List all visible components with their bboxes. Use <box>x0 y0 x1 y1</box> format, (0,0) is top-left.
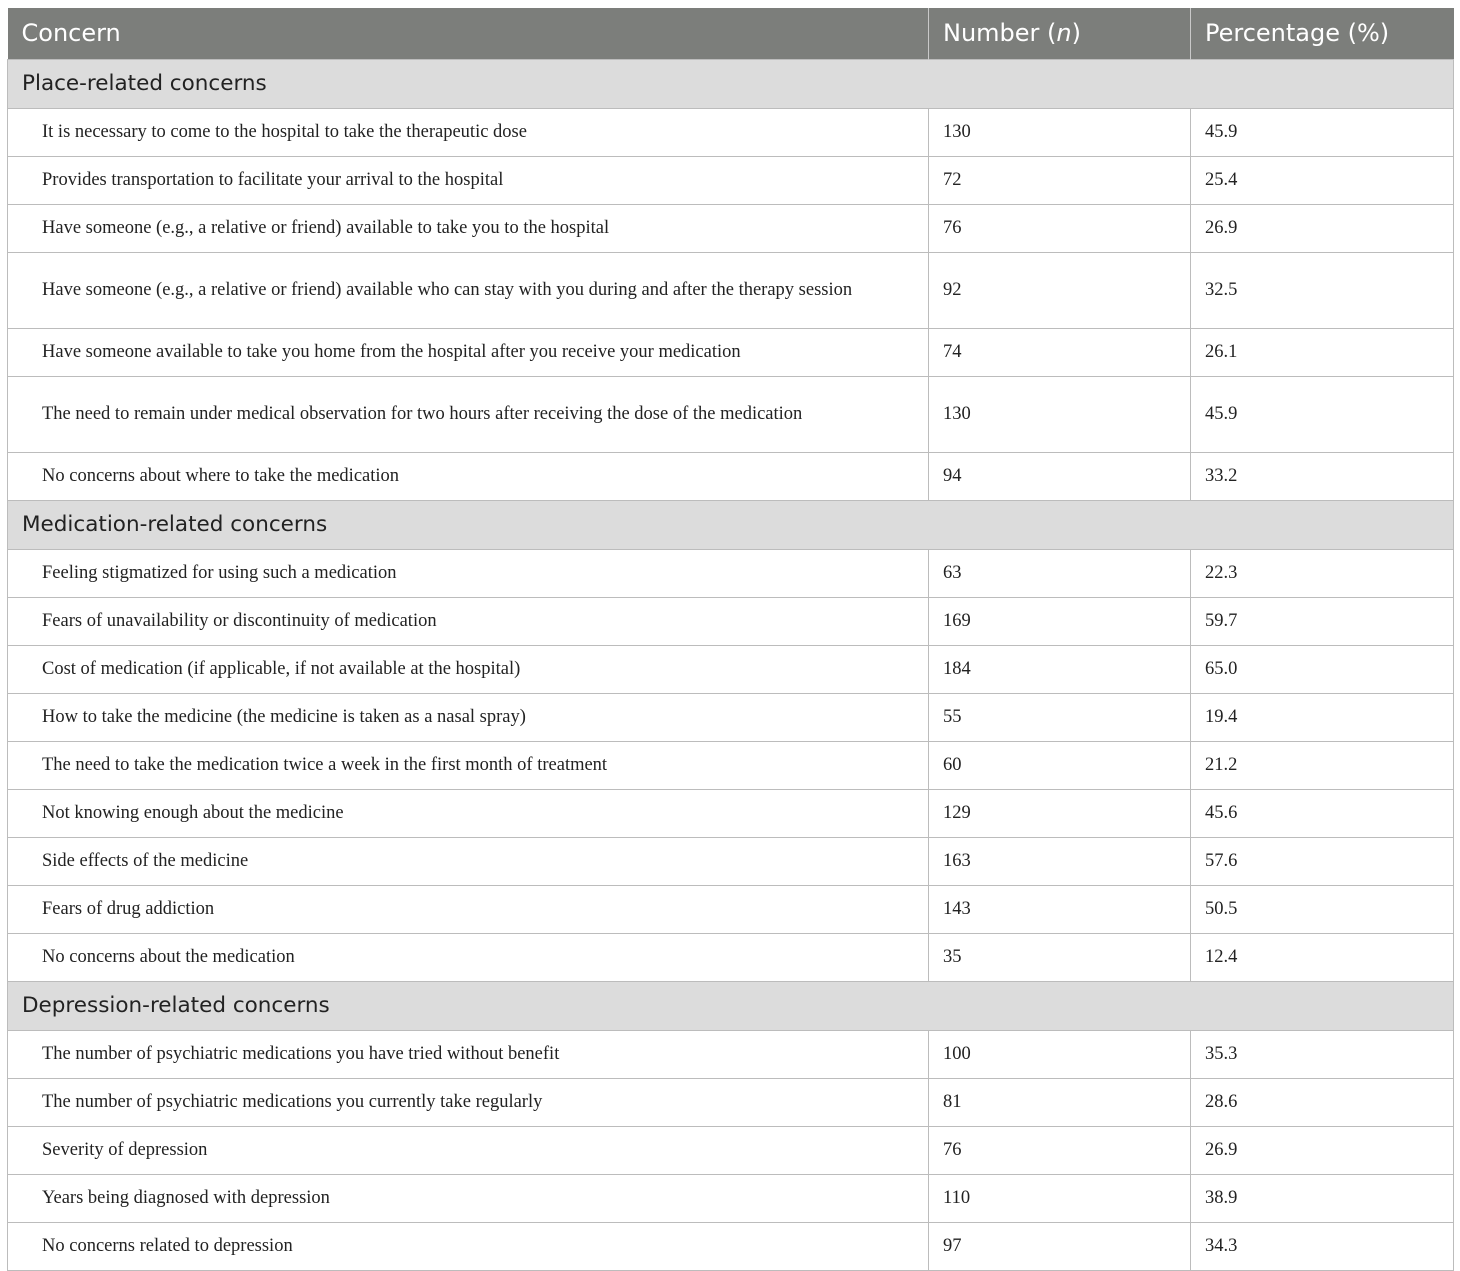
table-row <box>8 328 1454 376</box>
concern-cell: Fears of unavailability or discontinuity of medication <box>8 597 929 645</box>
percentage-cell: 12.4 <box>1191 933 1454 981</box>
concern-cell: Have someone (e.g., a relative or friend) available to take you to the hospital <box>8 204 929 252</box>
number-cell: 94 <box>929 452 1191 500</box>
concern-cell: How to take the medicine (the medicine is taken as a nasal spray) <box>8 693 929 741</box>
table-row <box>8 645 1454 693</box>
percentage-cell: 50.5 <box>1191 885 1454 933</box>
number-cell: 72 <box>929 156 1191 204</box>
table-row <box>8 252 1454 328</box>
section-title: Place-related concerns <box>8 59 1454 108</box>
number-cell: 81 <box>929 1078 1191 1126</box>
table-row <box>8 1030 1454 1078</box>
number-cell: 74 <box>929 328 1191 376</box>
percentage-cell: 35.3 <box>1191 1030 1454 1078</box>
percentage-cell: 26.9 <box>1191 204 1454 252</box>
percentage-cell: 38.9 <box>1191 1174 1454 1222</box>
table-row <box>8 1222 1454 1270</box>
section-header-row <box>8 500 1454 549</box>
percentage-cell: 26.1 <box>1191 328 1454 376</box>
table-row <box>8 156 1454 204</box>
concern-cell: The number of psychiatric medications you currently take regularly <box>8 1078 929 1126</box>
table-row <box>8 108 1454 156</box>
percentage-cell: 34.3 <box>1191 1222 1454 1270</box>
table-row <box>8 549 1454 597</box>
number-cell: 110 <box>929 1174 1191 1222</box>
concern-cell: Years being diagnosed with depression <box>8 1174 929 1222</box>
header-number-prefix: Number ( <box>943 19 1057 48</box>
section-header-row <box>8 59 1454 108</box>
percentage-cell: 22.3 <box>1191 549 1454 597</box>
concern-cell: Cost of medication (if applicable, if not available at the hospital) <box>8 645 929 693</box>
table-row <box>8 741 1454 789</box>
table-row <box>8 204 1454 252</box>
concern-cell: Provides transportation to facilitate your arrival to the hospital <box>8 156 929 204</box>
percentage-cell: 65.0 <box>1191 645 1454 693</box>
number-cell: 76 <box>929 204 1191 252</box>
number-cell: 92 <box>929 252 1191 328</box>
percentage-cell: 33.2 <box>1191 452 1454 500</box>
table-row <box>8 693 1454 741</box>
concern-cell: It is necessary to come to the hospital to take the therapeutic dose <box>8 108 929 156</box>
number-cell: 35 <box>929 933 1191 981</box>
concern-cell: Feeling stigmatized for using such a medication <box>8 549 929 597</box>
percentage-cell: 45.9 <box>1191 376 1454 452</box>
percentage-cell: 25.4 <box>1191 156 1454 204</box>
percentage-cell: 19.4 <box>1191 693 1454 741</box>
percentage-cell: 45.9 <box>1191 108 1454 156</box>
header-number-suffix: ) <box>1071 19 1081 48</box>
section-title: Depression-related concerns <box>8 981 1454 1030</box>
number-cell: 129 <box>929 789 1191 837</box>
table-row <box>8 837 1454 885</box>
table-row <box>8 789 1454 837</box>
table-row <box>8 1126 1454 1174</box>
number-cell: 184 <box>929 645 1191 693</box>
percentage-cell: 28.6 <box>1191 1078 1454 1126</box>
number-cell: 130 <box>929 108 1191 156</box>
percentage-cell: 26.9 <box>1191 1126 1454 1174</box>
header-row <box>8 8 1454 59</box>
section-title: Medication-related concerns <box>8 500 1454 549</box>
number-cell: 76 <box>929 1126 1191 1174</box>
concern-cell: Fears of drug addiction <box>8 885 929 933</box>
number-cell: 100 <box>929 1030 1191 1078</box>
percentage-cell: 21.2 <box>1191 741 1454 789</box>
header-concern: Concern <box>8 8 929 59</box>
header-number <box>929 8 1191 59</box>
concern-cell: No concerns related to depression <box>8 1222 929 1270</box>
header-number-italic: n <box>1056 19 1072 48</box>
concern-cell: No concerns about where to take the medication <box>8 452 929 500</box>
table-row <box>8 885 1454 933</box>
number-cell: 130 <box>929 376 1191 452</box>
percentage-cell: 59.7 <box>1191 597 1454 645</box>
table-row <box>8 933 1454 981</box>
percentage-cell: 45.6 <box>1191 789 1454 837</box>
percentage-cell: 57.6 <box>1191 837 1454 885</box>
concern-cell: Have someone (e.g., a relative or friend) available who can stay with you during and after the therapy session <box>8 252 929 328</box>
concern-cell: Side effects of the medicine <box>8 837 929 885</box>
number-cell: 60 <box>929 741 1191 789</box>
table-body <box>8 59 1454 1270</box>
number-cell: 63 <box>929 549 1191 597</box>
number-cell: 169 <box>929 597 1191 645</box>
table-header <box>8 8 1454 59</box>
number-cell: 143 <box>929 885 1191 933</box>
table-row <box>8 452 1454 500</box>
number-cell: 55 <box>929 693 1191 741</box>
concern-cell: The need to remain under medical observation for two hours after receiving the dose of the medication <box>8 376 929 452</box>
concerns-table-container <box>7 8 1453 1271</box>
table-row <box>8 1078 1454 1126</box>
number-cell: 97 <box>929 1222 1191 1270</box>
concern-cell: No concerns about the medication <box>8 933 929 981</box>
table-row <box>8 376 1454 452</box>
percentage-cell: 32.5 <box>1191 252 1454 328</box>
concerns-table <box>7 8 1454 1271</box>
header-percentage: Percentage (%) <box>1191 8 1454 59</box>
concern-cell: The number of psychiatric medications you have tried without benefit <box>8 1030 929 1078</box>
concern-cell: Severity of depression <box>8 1126 929 1174</box>
concern-cell: Not knowing enough about the medicine <box>8 789 929 837</box>
table-row <box>8 1174 1454 1222</box>
table-row <box>8 597 1454 645</box>
concern-cell: The need to take the medication twice a week in the first month of treatment <box>8 741 929 789</box>
number-cell: 163 <box>929 837 1191 885</box>
section-header-row <box>8 981 1454 1030</box>
concern-cell: Have someone available to take you home from the hospital after you receive your medication <box>8 328 929 376</box>
